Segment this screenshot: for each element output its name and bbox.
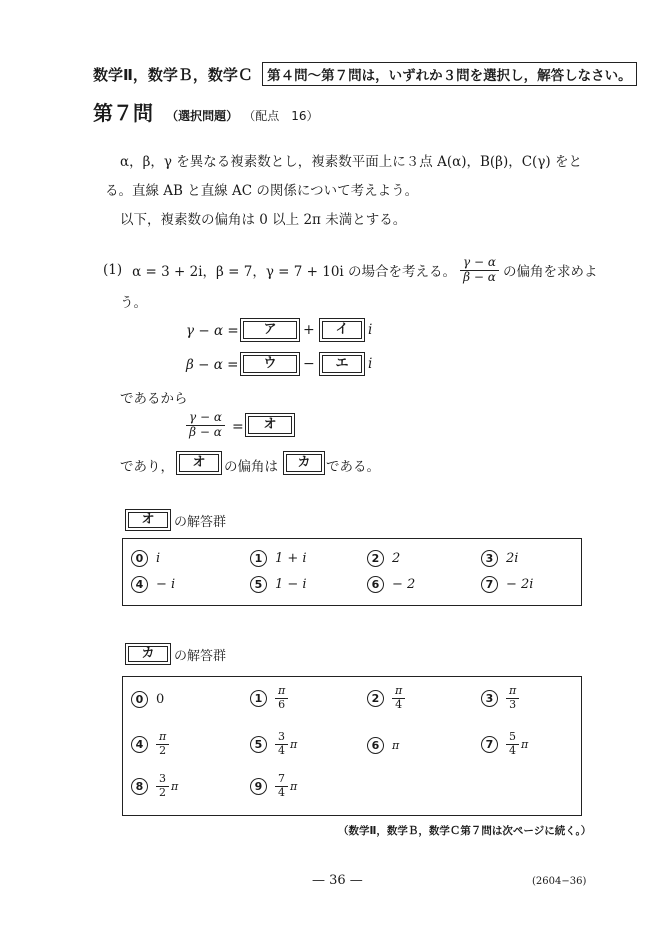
answer-box-ka: カ: [283, 451, 325, 475]
frac-num: π: [506, 685, 519, 699]
choice-num: 0: [131, 691, 148, 708]
choice-ka-5: [250, 731, 297, 757]
pi-suffix: π: [290, 779, 298, 793]
eq2-op: −: [303, 356, 315, 372]
frac-num: 5: [506, 731, 519, 745]
choice-ka-label: の解答群: [174, 649, 227, 664]
choice-value: 2: [392, 551, 401, 566]
choice-value: − 2i: [506, 577, 534, 592]
choice-num: 9: [250, 778, 267, 795]
continue-note: （数学Ⅱ，数学Ｂ，数学Ｃ第７問は次ページに続く。）: [338, 825, 592, 837]
frac-den: 4: [509, 743, 516, 757]
page-code: (2604−36): [532, 876, 587, 887]
choice-ka-8: [131, 773, 178, 799]
deari-text: であり，: [120, 459, 174, 475]
inline-box-o: オ: [176, 451, 222, 475]
eq3-fraction-wrap: [186, 411, 225, 440]
choice-ka-group: [122, 676, 582, 816]
answer-box-u: ウ: [240, 352, 300, 376]
choice-ka-4: [131, 731, 169, 757]
choice-value: 2i: [506, 551, 519, 566]
part1-text-a: α = 3 + 2i，β = 7，γ = 7 + 10i の場合を考える。: [132, 264, 457, 281]
frac-den: 3: [509, 697, 517, 711]
frac-num: 3: [156, 773, 169, 787]
choice-num: 1: [250, 690, 267, 707]
choice-o-7: [481, 576, 533, 593]
dearukara-text: であるから: [120, 391, 188, 407]
choice-ka-label-box: カ: [125, 643, 171, 665]
question-title-row: [93, 97, 318, 126]
choice-value: π: [392, 739, 400, 752]
subjects-label: 数学Ⅱ，数学Ｂ，数学Ｃ: [93, 66, 253, 84]
part1-text-c: う。: [120, 295, 147, 311]
choice-num: 7: [481, 736, 498, 753]
choice-o-4: [131, 576, 175, 593]
frac-num: π: [275, 685, 288, 699]
dearu-text: である。: [326, 459, 380, 475]
page-number: — 36 —: [312, 873, 363, 888]
choice-ka-2: [367, 685, 405, 711]
choice-o-6: [367, 576, 415, 593]
choice-num: 5: [250, 736, 267, 753]
eq3-numerator: γ − α: [186, 411, 225, 426]
choice-num: 7: [481, 576, 498, 593]
choice-num: 8: [131, 778, 148, 795]
answer-box-a: ア: [240, 318, 300, 342]
choice-ka-0: [131, 691, 164, 708]
frac-den: 2: [159, 785, 166, 799]
choice-o-3: [481, 550, 518, 567]
eq3-equals: =: [232, 419, 244, 435]
choice-fraction: [275, 685, 288, 711]
intro-line-3: 以下，複素数の偏角は 0 以上 2π 未満とする。: [120, 212, 407, 228]
choice-value: 0: [156, 692, 165, 707]
choice-o-label: の解答群: [174, 515, 227, 530]
choice-num: 3: [481, 550, 498, 567]
choice-value: i: [156, 551, 161, 566]
part1-text-b: の偏角を求めよ: [503, 264, 598, 281]
question-title: 第７問: [93, 101, 153, 125]
frac-den: 4: [278, 743, 285, 757]
choice-o-label-box: オ: [125, 509, 171, 531]
pi-suffix: π: [521, 737, 529, 751]
choice-fraction: [156, 773, 169, 799]
choice-ka-6: [367, 737, 399, 754]
eq2-i-unit: i: [368, 356, 373, 372]
frac-num: 7: [275, 773, 288, 787]
eq1-lhs: γ − α =: [186, 323, 239, 339]
question-type: （選択問題）: [166, 109, 239, 123]
frac-num: π: [156, 731, 169, 745]
frac-den: 4: [395, 697, 403, 711]
fraction-numerator: γ − α: [460, 256, 499, 271]
choice-num: 0: [131, 550, 148, 567]
frac-den: 6: [278, 697, 286, 711]
choice-ka-7: [481, 731, 528, 757]
choice-fraction: [392, 685, 405, 711]
frac-num: π: [392, 685, 405, 699]
choice-fraction: [506, 685, 519, 711]
choice-value: 1 − i: [275, 577, 307, 592]
choice-num: 4: [131, 736, 148, 753]
subject-header: [93, 62, 637, 86]
eq3-fraction: [186, 411, 225, 440]
eq2-lhs: β − α =: [186, 357, 239, 373]
question-points: （配点 16）: [243, 109, 319, 123]
choice-ka-9: [250, 773, 297, 799]
choice-num: 1: [250, 550, 267, 567]
choice-num: 5: [250, 576, 267, 593]
choice-value: − 2: [392, 577, 416, 592]
intro-line-1: α，β，γ を異なる複素数とし，複素数平面上に３点 A(α)，B(β)，C(γ) をと: [120, 154, 582, 170]
pi-suffix: π: [290, 737, 298, 751]
choice-num: 4: [131, 576, 148, 593]
choice-num: 3: [481, 690, 498, 707]
answer-box-e: エ: [319, 352, 365, 376]
pi-suffix: π: [171, 779, 179, 793]
frac-num: 3: [275, 731, 288, 745]
choice-o-group: [122, 538, 582, 606]
choice-num: 2: [367, 690, 384, 707]
choice-ka-3: [481, 685, 519, 711]
choice-num: 6: [367, 576, 384, 593]
choice-fraction: [275, 731, 288, 757]
eq3-denominator: β − α: [189, 424, 222, 439]
choice-o-2: [367, 550, 400, 567]
eq1-i-unit: i: [368, 322, 373, 338]
choice-value: − i: [156, 577, 176, 592]
answer-box-i: イ: [319, 318, 365, 342]
choice-value: 1 + i: [275, 551, 307, 566]
frac-den: 4: [278, 785, 285, 799]
choice-o-1: [250, 550, 307, 567]
frac-den: 2: [159, 743, 167, 757]
choice-fraction: [506, 731, 519, 757]
answer-box-o: オ: [245, 413, 295, 437]
choice-fraction: [275, 773, 288, 799]
part1-line: [103, 256, 598, 285]
choice-o-0: [131, 550, 160, 567]
choice-ka-1: [250, 685, 288, 711]
choice-num: 2: [367, 550, 384, 567]
choice-o-5: [250, 576, 307, 593]
part-number: (1): [103, 262, 123, 279]
choice-num: 6: [367, 737, 384, 754]
no-hen-text: の偏角は: [224, 459, 278, 475]
fraction-denominator: β − α: [463, 269, 496, 284]
instruction-box: 第４問～第７問は，いずれか３問を選択し，解答しなさい。: [262, 62, 637, 86]
part1-fraction: [460, 256, 499, 285]
choice-fraction: [156, 731, 169, 757]
eq1-op: +: [303, 322, 315, 338]
intro-line-2: る。直線 AB と直線 AC の関係について考えよう。: [105, 183, 419, 199]
